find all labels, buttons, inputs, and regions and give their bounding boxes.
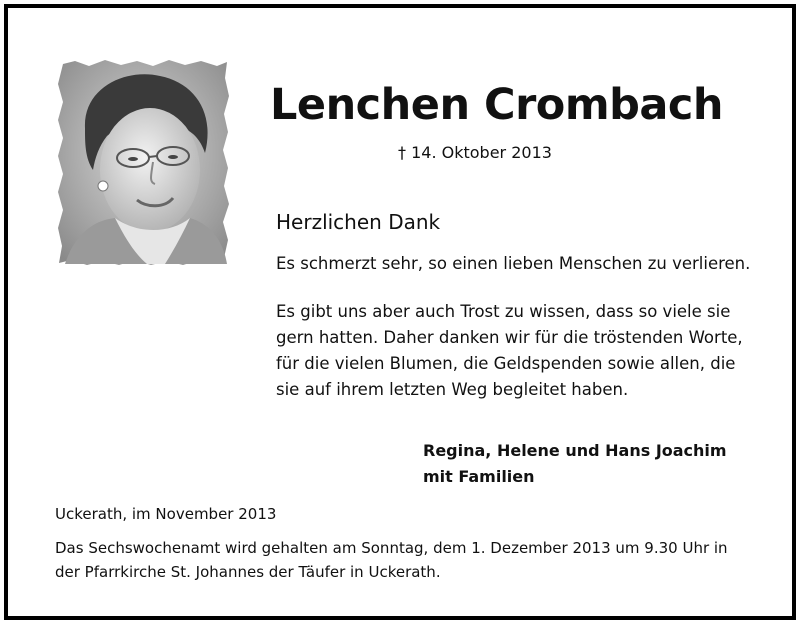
service-notice: Das Sechswochenamt wird gehalten am Sonntag, dem 1. Dezember 2013 um 9.30 Uhr in der Pfarrkirche St. Johannes der Täufer in Uckerath.	[55, 539, 728, 581]
paragraph-gratitude: Es gibt uns aber auch Trost zu wissen, dass so viele sie gern hatten. Daher danken wir für die tröstenden Worte, für die vielen Blumen, die Geldspenden sowie allen, die sie auf ihrem letzten Weg begleitet haben.	[276, 302, 743, 399]
signature-names: Regina, Helene und Hans Joachim	[423, 441, 727, 460]
portrait-photo	[55, 58, 231, 268]
place-date: Uckerath, im November 2013	[55, 505, 277, 523]
signature-families: mit Familien	[423, 467, 535, 486]
death-date: † 14. Oktober 2013	[398, 143, 552, 162]
deceased-name: Lenchen Crombach	[270, 80, 724, 130]
paragraph-grief: Es schmerzt sehr, so einen lieben Menschen zu verlieren.	[276, 254, 751, 273]
signature-block	[423, 438, 727, 490]
thanks-heading: Herzlichen Dank	[276, 210, 441, 234]
